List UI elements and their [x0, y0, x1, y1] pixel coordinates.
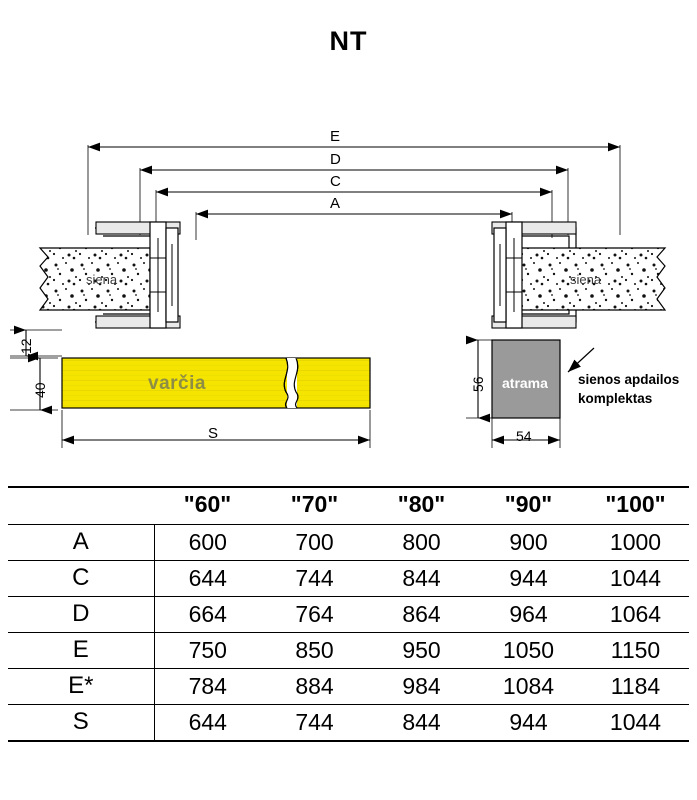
dimension-label-C: C: [330, 173, 341, 190]
table-row: [8, 669, 689, 705]
table-row: [8, 597, 689, 633]
cell: 700: [261, 525, 368, 561]
cell: 1064: [582, 597, 689, 633]
table-header-60: "60": [154, 487, 261, 525]
cell: 864: [368, 597, 475, 633]
cell: 1184: [582, 669, 689, 705]
cell: 884: [261, 669, 368, 705]
row-label: E*: [8, 669, 154, 705]
cell: 944: [475, 705, 582, 742]
table-header-70: "70": [261, 487, 368, 525]
dimension-label-A: A: [330, 195, 341, 212]
support-height-label-56: 56: [470, 376, 486, 392]
table-row: [8, 705, 689, 742]
leaf-thickness-label-12: 12: [18, 338, 34, 354]
table-header-80: "80": [368, 487, 475, 525]
table-header-90: "90": [475, 487, 582, 525]
cell: 1044: [582, 705, 689, 742]
row-label: S: [8, 705, 154, 742]
cell: 984: [368, 669, 475, 705]
cell: 844: [368, 561, 475, 597]
row-label: E: [8, 633, 154, 669]
cell: 644: [154, 705, 261, 742]
leaf-height-label-40: 40: [32, 382, 48, 398]
cell: 664: [154, 597, 261, 633]
callout-line-2: komplektas: [578, 391, 653, 406]
cell: 744: [261, 705, 368, 742]
cell: 950: [368, 633, 475, 669]
support-width-label-54: 54: [516, 428, 532, 444]
specification-table: [8, 486, 689, 742]
wall-label-right: siena: [570, 272, 602, 287]
cell: 784: [154, 669, 261, 705]
support-label: atrama: [502, 375, 548, 391]
leaf-dimension-label-S: S: [208, 425, 219, 442]
cell: 1084: [475, 669, 582, 705]
cell: 1050: [475, 633, 582, 669]
table-header-100: "100": [582, 487, 689, 525]
page-title: NT: [329, 26, 368, 56]
row-label: D: [8, 597, 154, 633]
cell: 844: [368, 705, 475, 742]
dimension-label-E: E: [330, 128, 341, 145]
cell: 644: [154, 561, 261, 597]
row-label: A: [8, 525, 154, 561]
cell: 600: [154, 525, 261, 561]
table-header-row: [8, 487, 689, 525]
table-row: [8, 561, 689, 597]
wall-label-left: siena: [86, 272, 118, 287]
cell: 1000: [582, 525, 689, 561]
cell: 800: [368, 525, 475, 561]
cell: 1150: [582, 633, 689, 669]
cell: 744: [261, 561, 368, 597]
cell: 944: [475, 561, 582, 597]
row-label: C: [8, 561, 154, 597]
cell: 850: [261, 633, 368, 669]
cell: 964: [475, 597, 582, 633]
cell: 750: [154, 633, 261, 669]
table-row: [8, 633, 689, 669]
cell: 764: [261, 597, 368, 633]
cell: 900: [475, 525, 582, 561]
table-row: [8, 525, 689, 561]
leaf-label: varčia: [148, 373, 206, 394]
cell: 1044: [582, 561, 689, 597]
dimension-label-D: D: [330, 151, 341, 168]
callout-line-1: sienos apdailos: [578, 372, 680, 387]
table-header-blank: [8, 487, 154, 525]
